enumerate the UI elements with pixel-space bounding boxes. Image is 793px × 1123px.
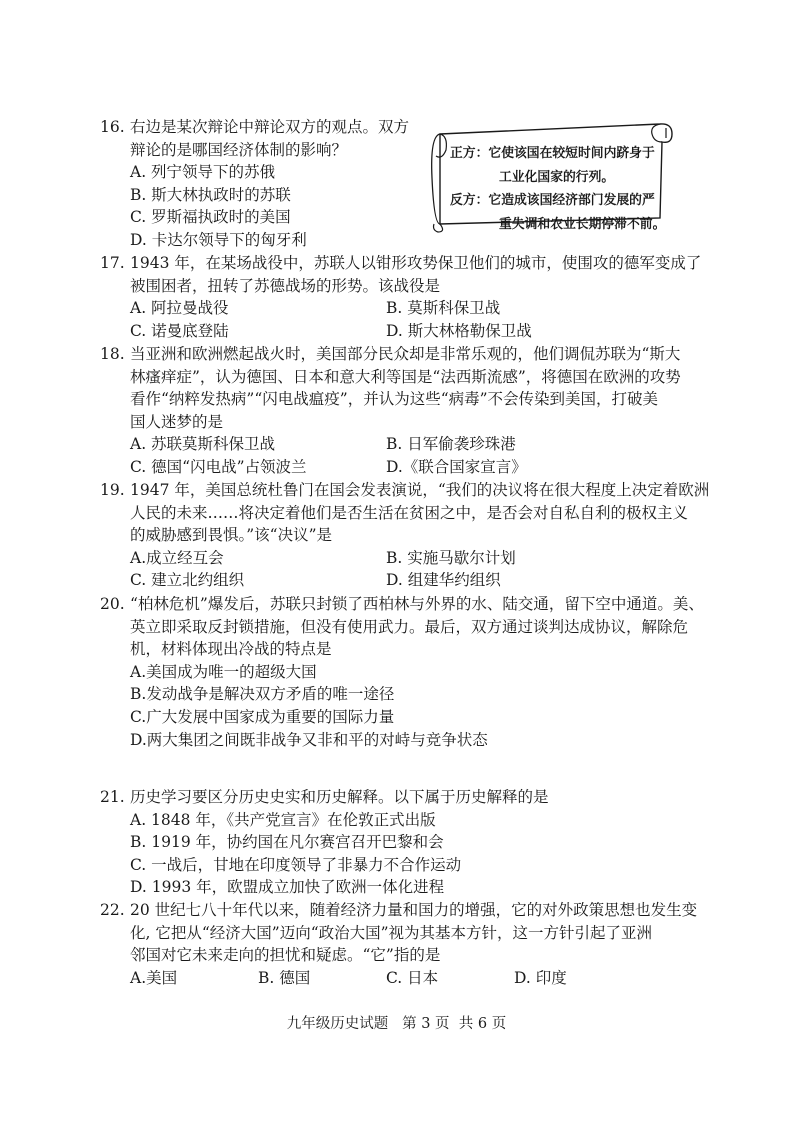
question-number: 19. xyxy=(100,481,125,499)
option-a: A. 1848 年，《共产党宣言》在伦敦正式出版 xyxy=(130,810,436,829)
option-b: B. 德国 xyxy=(258,968,311,987)
debate-text xyxy=(450,142,665,236)
option-d: D. 印度 xyxy=(514,968,567,987)
option-b: B. 斯大林执政时的苏联 xyxy=(130,185,291,204)
options-row xyxy=(130,569,709,592)
stem-line: 历史学习要区分历史史实和历史解释。以下属于历史解释的是 xyxy=(130,788,549,806)
question-number: 22. xyxy=(100,901,125,919)
option-b: B. 日军偷袭珍珠港 xyxy=(386,435,516,454)
stem-line: 看作“纳粹发热病”“闪电战瘟疫”，并认为这些“病毒”不会传染到美国，打破美 xyxy=(130,390,659,409)
stem-line: 英立即采取反封锁措施，但没有使用武力。最后，双方通过谈判达成协议，解除危 xyxy=(130,617,689,636)
affirmative-line-1: 正方：它使该国在较短时间内跻身于 xyxy=(450,146,655,161)
option-b: B. 莫斯科保卫战 xyxy=(386,299,501,318)
question-number: 17. xyxy=(100,254,125,272)
option-d: D. 卡达尔领导下的匈牙利 xyxy=(130,230,307,249)
stem-line: 当亚洲和欧洲燃起战火时，美国部分民众却是非常乐观的，他们调侃苏联为“斯大 xyxy=(130,345,681,363)
option-c: C.广大发展中国家成为重要的国际力量 xyxy=(130,707,395,726)
stem-line: 被围困者，扭转了苏德战场的形势。该战役是 xyxy=(130,276,441,295)
option-d: D.两大集团之间既非战争又非和平的对峙与竞争状态 xyxy=(130,730,488,749)
question-stem xyxy=(130,252,701,342)
option-d: D. 1993 年，欧盟成立加快了欧洲一体化进程 xyxy=(130,878,445,897)
stem-line: 右边是某次辩论中辩论双方的观点。双方 xyxy=(130,118,410,136)
option-b: B. 1919 年，协约国在凡尔赛宫召开巴黎和会 xyxy=(130,833,444,852)
options-row xyxy=(130,320,701,343)
options-row xyxy=(130,547,709,570)
option-a: A. 阿拉曼战役 xyxy=(130,299,229,318)
options-row xyxy=(130,297,701,320)
stem-line: 辩论的是哪国经济体制的影响？ xyxy=(130,140,348,159)
option-d: D. 组建华约组织 xyxy=(386,571,501,590)
option-c: C. 日本 xyxy=(386,968,439,987)
question-stem xyxy=(130,343,681,479)
question-number: 21. xyxy=(100,788,125,806)
question-number: 20. xyxy=(100,595,125,613)
option-d: D.《联合国家宣言》 xyxy=(386,457,527,476)
negative-line-2: 重失调和农业长期停滞不前。 xyxy=(499,216,666,232)
question-number: 16. xyxy=(100,118,125,136)
option-a: A. 列宁领导下的苏俄 xyxy=(130,163,276,182)
question-stem xyxy=(130,116,409,252)
option-c: C. 一战后，甘地在印度领导了非暴力不合作运动 xyxy=(130,855,462,874)
stem-line: 化, 它把从“经济大国”迈向“政治大国”视为其基本方针，这一方针引起了亚洲 xyxy=(130,923,653,942)
option-a: A.美国 xyxy=(130,968,178,987)
option-a: A.美国成为唯一的超级大国 xyxy=(130,662,317,681)
options-row xyxy=(130,456,681,479)
stem-line: 20 世纪七八十年代以来，随着经济力量和国力的增强，它的对外政策思想也发生变 xyxy=(130,901,698,919)
option-c: C. 罗斯福执政时的美国 xyxy=(130,208,291,227)
option-b: B. 实施马歇尔计划 xyxy=(386,548,516,567)
option-c: C. 建立北约组织 xyxy=(130,571,245,590)
stem-line: 1947 年，美国总统杜鲁门在国会发表演说，“我们的决议将在很大程度上决定着欧洲 xyxy=(130,481,710,499)
question-stem xyxy=(130,479,709,592)
option-c: C. 诺曼底登陆 xyxy=(130,321,229,340)
negative-line-1: 反方：它造成该国经济部门发展的严 xyxy=(450,193,655,208)
options-row xyxy=(130,967,697,990)
question-number: 18. xyxy=(100,345,125,363)
option-b: B.发动战争是解决双方矛盾的唯一途径 xyxy=(130,685,395,704)
stem-line: 国人迷梦的是 xyxy=(130,412,224,431)
option-c: C. 德国“闪电战”占领波兰 xyxy=(130,457,307,476)
question-stem xyxy=(130,786,549,899)
debate-scroll xyxy=(428,120,678,234)
question-stem xyxy=(130,593,704,751)
stem-line: 机，材料体现出冷战的特点是 xyxy=(130,640,332,659)
stem-line: 的威胁感到畏惧。”该“决议”是 xyxy=(130,526,333,545)
stem-line: 林瘙痒症”，认为德国、日本和意大利等国是“法西斯流感”，将德国在欧洲的攻势 xyxy=(130,367,681,386)
stem-line: 1943 年，在某场战役中，苏联人以钳形攻势保卫他们的城市，使围攻的德军变成了 xyxy=(130,254,702,272)
stem-line: 邻国对它未来走向的担忧和疑虑。“它”指的是 xyxy=(130,946,441,965)
stem-line: “柏林危机”爆发后，苏联只封锁了西柏林与外界的水、陆交通，留下空中通道。美、 xyxy=(130,595,704,613)
option-a: A. 苏联莫斯科保卫战 xyxy=(130,435,276,454)
question-stem xyxy=(130,899,697,989)
stem-line: 人民的未来……将决定着他们是否生活在贫困之中，是否会对自私自利的极权主义 xyxy=(130,503,689,522)
option-a: A.成立经互会 xyxy=(130,548,224,567)
affirmative-line-2: 工业化国家的行列。 xyxy=(499,169,615,185)
options-row xyxy=(130,433,681,456)
page-footer: 九年级历史试题 第 3 页 共 6 页 xyxy=(286,1016,507,1032)
option-d: D. 斯大林格勒保卫战 xyxy=(386,321,532,340)
